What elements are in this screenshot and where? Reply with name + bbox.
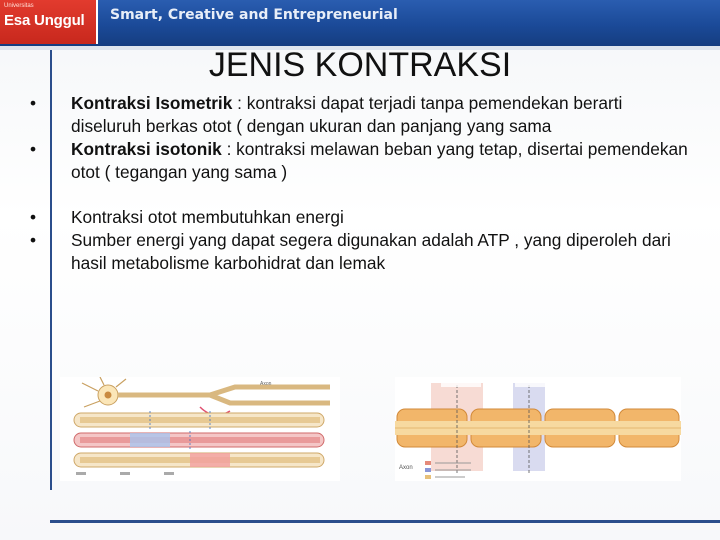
bullet-text: : kontraksi melawan beban yang tetap, disertai pemendekan otot ( tegangan yang sama ) [71, 139, 688, 182]
logo-name: Esa Unggul [4, 12, 85, 29]
bullet-dot: • [30, 139, 37, 159]
bullet-bold-term: Kontraksi isotonik [71, 139, 222, 159]
bullet-item [26, 229, 696, 275]
slide-title: JENIS KONTRAKSI [208, 46, 512, 84]
university-logo [0, 0, 98, 44]
bullet-text: Sumber energi yang dapat segera digunakan adalah ATP , yang diperoleh dari hasil metabolisme karbohidrat dan lemak [71, 230, 671, 273]
fiber-segment-3 [74, 453, 324, 467]
myelin-sheath [395, 409, 681, 447]
bullet-item [26, 138, 696, 184]
bottom-border-rule [50, 520, 720, 523]
axon-label: Axon [260, 381, 272, 387]
axon-label-2: Axon [399, 465, 413, 471]
header-banner [0, 0, 720, 46]
nerve-fiber-diagram [60, 377, 340, 481]
logo-subtitle: Universitas [4, 3, 34, 9]
bullet-bold-term: Kontraksi Isometrik [71, 93, 233, 113]
bullet-text: Kontraksi otot membutuhkan energi [71, 207, 344, 227]
bullet-text: : kontraksi dapat terjadi tanpa pemendekan berarti diseluruh berkas otot ( dengan ukuran dan panjang yang sama [71, 93, 623, 136]
bullet-item [26, 92, 696, 138]
bullet-dot: • [30, 207, 37, 227]
bullet-list [26, 92, 696, 275]
bullet-item [26, 206, 696, 229]
tagline: Smart, Creative and Entrepreneurial [110, 7, 398, 23]
bullet-dot: • [30, 93, 37, 113]
bullet-dot: • [30, 230, 37, 250]
nerve-fiber-illustration [60, 377, 340, 481]
myelinated-axon-diagram [395, 377, 681, 481]
fiber-segment-2 [74, 431, 324, 449]
fiber-segment-1 [74, 411, 324, 429]
axon-illustration [395, 377, 681, 481]
